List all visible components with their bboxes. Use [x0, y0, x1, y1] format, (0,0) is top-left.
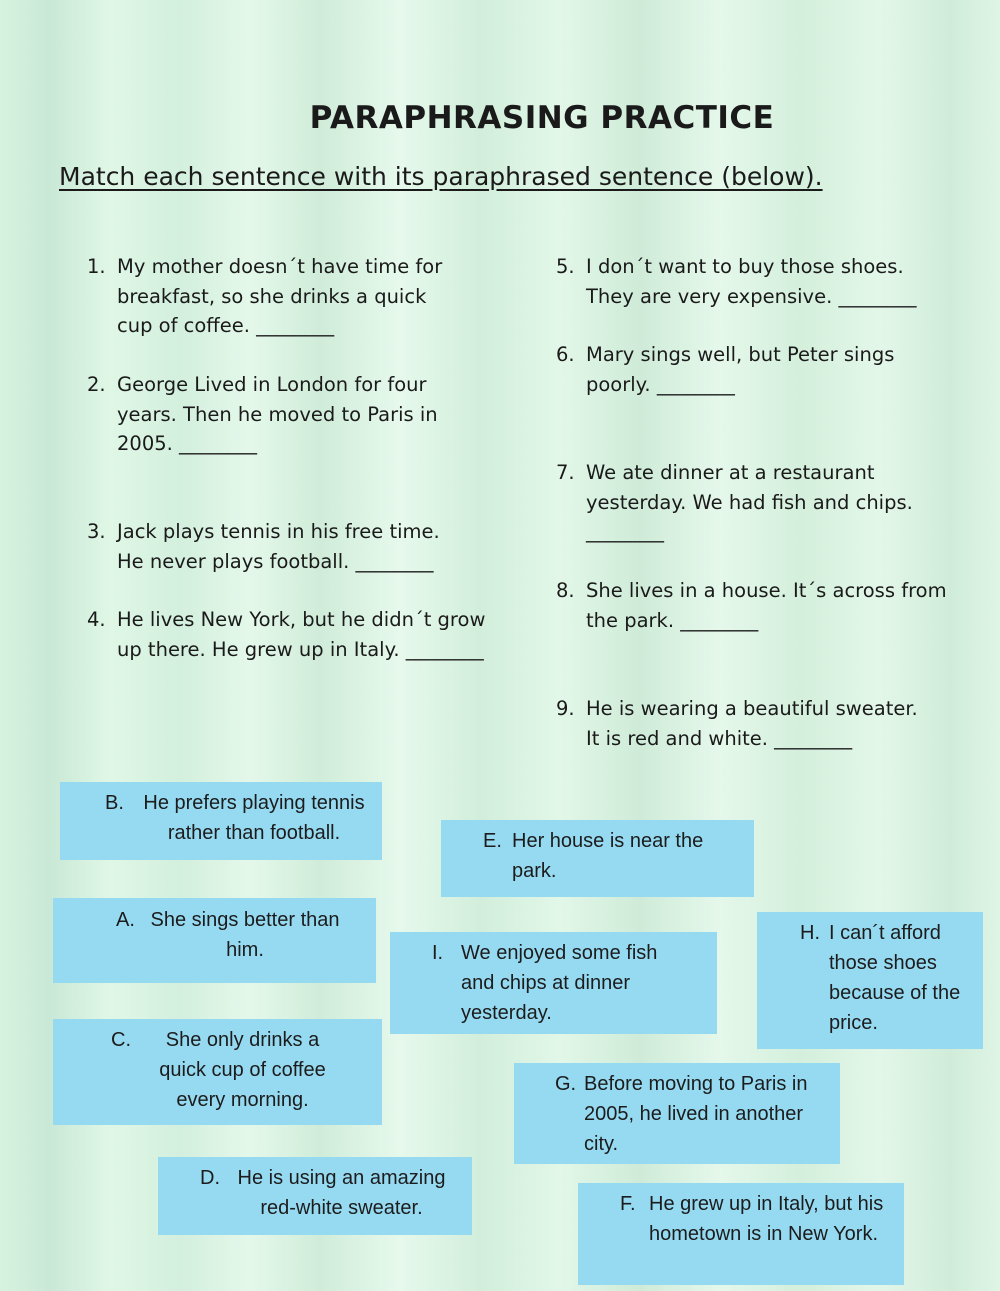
sentence-number: 3. — [87, 520, 106, 543]
sentence-4 — [87, 605, 487, 664]
sentence-text: Jack plays tennis in his free time. He never plays football. ________ — [117, 520, 440, 573]
card-letter: B. — [105, 792, 124, 814]
card-letter: I. — [432, 942, 444, 964]
sentence-text: George Lived in London for four years. Then he moved to Paris in 2005. ________ — [117, 373, 438, 455]
card-text: She sings better than him. — [150, 909, 340, 961]
sentence-number: 9. — [556, 697, 575, 720]
sentence-number: 1. — [87, 255, 106, 278]
sentence-number: 7. — [556, 461, 575, 484]
sentence-text: She lives in a house. It´s across from the park. ________ — [586, 579, 947, 632]
card-text: He grew up in Italy, but his hometown is in New York. — [649, 1193, 884, 1245]
instruction-text: Match each sentence with its paraphrased sentence (below). — [59, 162, 823, 191]
paraphrase-card-c[interactable] — [53, 1019, 382, 1125]
paraphrase-card-d[interactable] — [158, 1157, 472, 1235]
card-text: Before moving to Paris in 2005, he lived in another city. — [584, 1073, 808, 1155]
paraphrase-card-h[interactable] — [757, 912, 983, 1049]
card-letter: F. — [620, 1193, 636, 1215]
card-text: Her house is near the park. — [512, 830, 704, 882]
paraphrase-card-f[interactable] — [578, 1183, 904, 1285]
card-letter: G. — [555, 1073, 577, 1095]
sentence-5 — [556, 252, 951, 311]
sentence-number: 2. — [87, 373, 106, 396]
sentence-number: 4. — [87, 608, 106, 631]
sentence-number: 8. — [556, 579, 575, 602]
card-letter: C. — [111, 1029, 131, 1051]
sentence-text: Mary sings well, but Peter sings poorly. ________ — [586, 343, 895, 396]
sentence-number: 5. — [556, 255, 575, 278]
paraphrase-card-e[interactable] — [441, 820, 754, 897]
paraphrase-card-g[interactable] — [514, 1063, 840, 1164]
card-letter: D. — [200, 1167, 220, 1189]
card-text: We enjoyed some fish and chips at dinner yesterday. — [461, 942, 658, 1024]
sentence-9 — [556, 694, 926, 753]
sentence-8 — [556, 576, 951, 635]
card-text: He is using an amazing red-white sweater. — [237, 1167, 446, 1219]
paraphrase-card-b[interactable] — [60, 782, 382, 860]
card-text: He prefers playing tennis rather than football. — [143, 792, 365, 844]
card-letter: A. — [116, 909, 135, 931]
sentence-1 — [87, 252, 457, 341]
sentence-2 — [87, 370, 487, 459]
sentence-text: I don´t want to buy those shoes. They are very expensive. ________ — [586, 255, 917, 308]
sentence-text: He lives New York, but he didn´t grow up there. He grew up in Italy. ________ — [117, 608, 486, 661]
sentence-text: My mother doesn´t have time for breakfast, so she drinks a quick cup of coffee. ________ — [117, 255, 443, 337]
paraphrase-card-i[interactable] — [390, 932, 717, 1034]
sentence-3 — [87, 517, 462, 576]
card-letter: H. — [800, 922, 820, 944]
sentence-text: We ate dinner at a restaurant yesterday. We had fish and chips. ________ — [586, 461, 913, 543]
sentence-number: 6. — [556, 343, 575, 366]
card-letter: E. — [483, 830, 502, 852]
paraphrase-card-a[interactable] — [53, 898, 376, 983]
page-title: PARAPHRASING PRACTICE — [309, 100, 775, 136]
sentence-6 — [556, 340, 896, 399]
sentence-text: He is wearing a beautiful sweater. It is red and white. ________ — [586, 697, 918, 750]
sentence-7 — [556, 458, 916, 547]
card-text: She only drinks a quick cup of coffee every morning. — [159, 1029, 326, 1111]
card-text: I can´t afford those shoes because of the price. — [829, 922, 961, 1034]
